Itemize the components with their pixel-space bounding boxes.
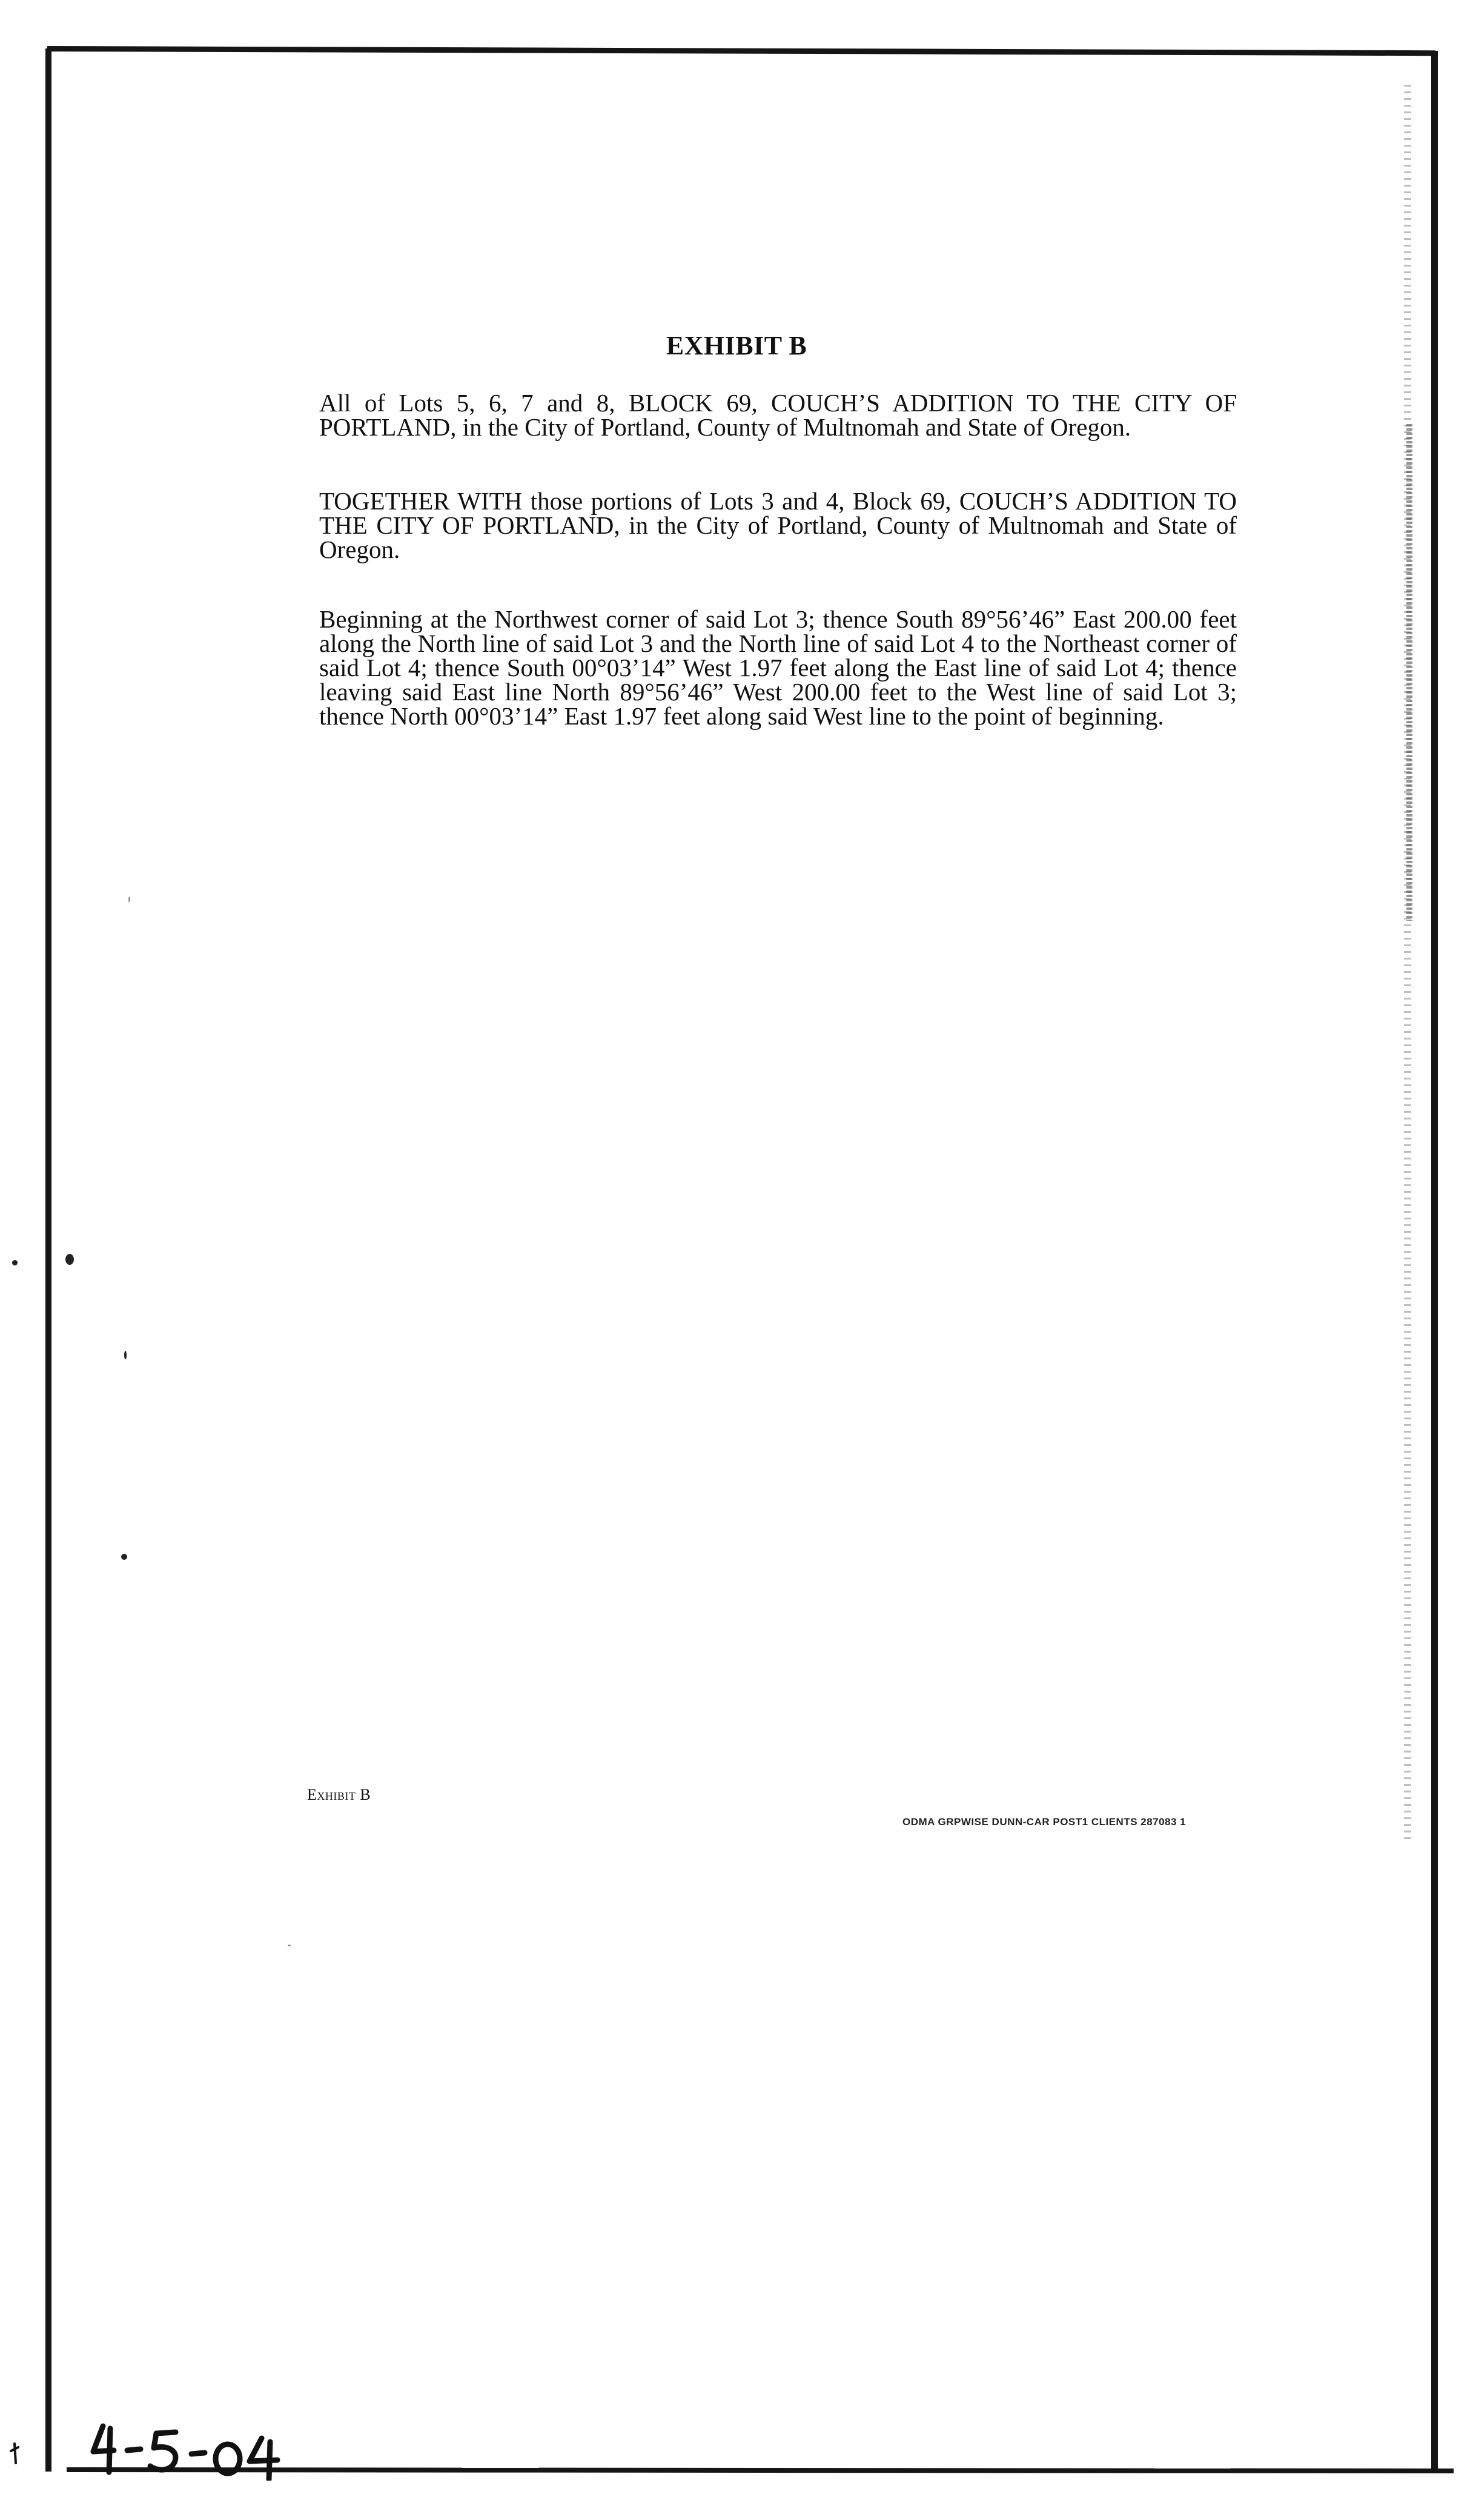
scan-speck (121, 1554, 127, 1560)
exhibit-title: EXHIBIT B (666, 331, 807, 360)
edge-mark (8, 2441, 22, 2465)
scan-noise-right-dense (1406, 424, 1412, 921)
handwritten-date-signature (85, 2414, 303, 2481)
paragraph-lots: All of Lots 5, 6, 7 and 8, BLOCK 69, COUCH’S ADDITION TO THE CITY OF PORTLAND, in the City of Portland, County of Multnomah and State of Oregon. (319, 389, 1237, 441)
scan-speck (128, 897, 130, 903)
scan-speck (124, 1351, 127, 1359)
scan-speck (288, 1945, 291, 1946)
scan-speck (65, 1254, 74, 1265)
page-border-left (45, 48, 51, 2472)
footer-exhibit-label: Exhibit B (307, 1786, 371, 1803)
page-border-top (47, 46, 1435, 56)
footer-document-id: ODMA GRPWISE DUNN-CAR POST1 CLIENTS 287083 1 (902, 1816, 1187, 1828)
paragraph-metes-and-bounds: Beginning at the Northwest corner of said Lot 3; thence South 89°56’46” East 200.00 feet along the North line of said Lot 3 and the North line of said Lot 4 to the Northeast corner of said Lot 4; thence South 00°03’14” West 1.97 feet along the East line of said Lot 4; thence leaving said East line North 89°56’46” West 200.00 feet to the West line of said Lot 3; thence North 00°03’14” East 1.97 feet along said West line to the point of beginning. (319, 605, 1237, 730)
scan-speck (12, 1260, 18, 1265)
page-border-right (1431, 51, 1438, 2472)
paragraph-together-with: TOGETHER WITH those portions of Lots 3 and 4, Block 69, COUCH’S ADDITION TO THE CITY OF PORTLAND, in the City of Portland, County of Multnomah and State of Oregon. (319, 487, 1237, 563)
